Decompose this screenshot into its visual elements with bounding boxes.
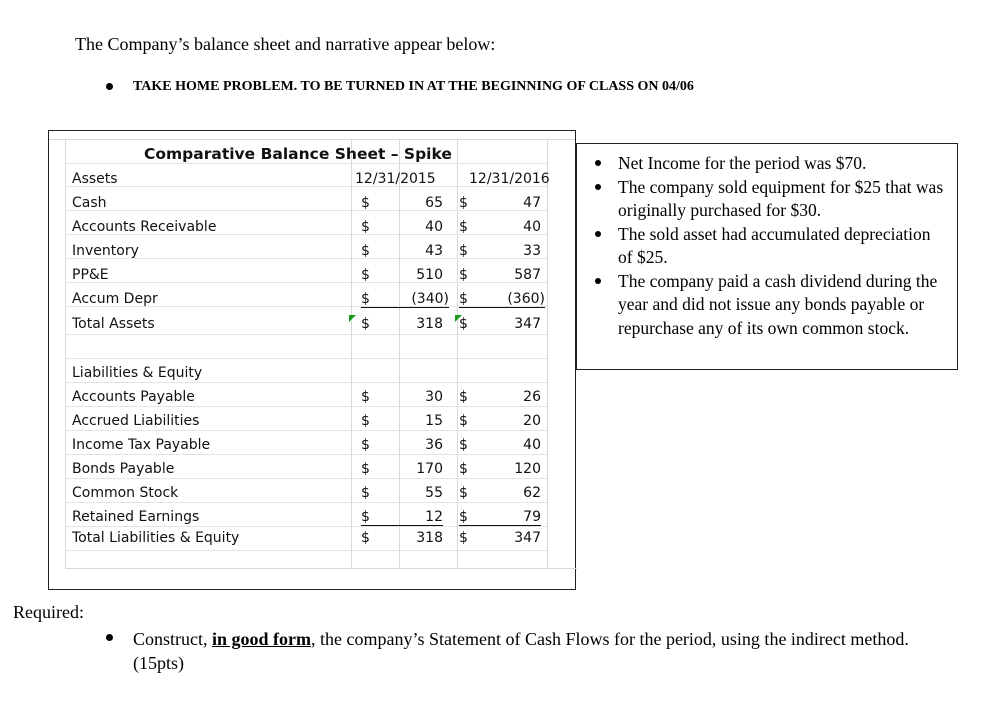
value-2016: 62 [523,485,541,501]
currency-symbol: $ [459,509,489,526]
narrative-item: The sold asset had accumulated depreciation of $25. [577,223,949,270]
value-2016: 26 [523,389,541,405]
currency-symbol: $ [361,267,370,283]
date-2015: 12/31/2015 [355,171,436,187]
bullet-icon [595,160,601,166]
assets-header: Assets [72,171,118,187]
value-2015: 40 [425,219,443,235]
narrative-item: The company sold equipment for $25 that was originally purchased for $30. [577,176,949,223]
value-2016: (360) [489,291,545,308]
bullet-icon [595,184,601,190]
currency-symbol: $ [459,461,468,477]
balance-sheet-panel [48,130,576,590]
value-2016: 33 [523,243,541,259]
currency-symbol: $ [459,530,468,546]
value-2015: 12 [399,509,443,526]
row-label: Common Stock [72,485,179,501]
currency-symbol: $ [361,485,370,501]
value-2016: 347 [514,530,541,546]
currency-symbol: $ [361,243,370,259]
currency-symbol: $ [361,291,399,308]
value-2015: (340) [399,291,449,308]
value-2015: 15 [425,413,443,429]
row-label: Total Liabilities & Equity [72,530,240,546]
currency-symbol: $ [459,485,468,501]
intro-text: The Company’s balance sheet and narrative appear below: [75,34,496,54]
value-2015: 510 [416,267,443,283]
currency-symbol: $ [361,195,370,211]
value-2016: 20 [523,413,541,429]
currency-symbol: $ [459,316,468,332]
value-2015: 318 [416,316,443,332]
currency-symbol: $ [361,413,370,429]
currency-symbol: $ [361,530,370,546]
currency-symbol: $ [361,389,370,405]
value-2015: 43 [425,243,443,259]
row-label: Total Assets [72,316,155,332]
row-label: Accounts Receivable [72,219,217,235]
row-label: Cash [72,195,107,211]
currency-symbol: $ [361,437,370,453]
value-2016: 587 [514,267,541,283]
value-2015: 65 [425,195,443,211]
bullet-icon [106,634,113,641]
value-2016: 347 [514,316,541,332]
value-2016: 40 [523,219,541,235]
currency-symbol: $ [459,291,489,308]
value-2016: 79 [489,509,541,526]
value-2015: 318 [416,530,443,546]
bullet-icon [106,83,113,90]
currency-symbol: $ [459,195,468,211]
liabilities-header: Liabilities & Equity [72,365,203,381]
row-label: Accounts Payable [72,389,195,405]
row-label: Bonds Payable [72,461,175,477]
take-home-notice: TAKE HOME PROBLEM. TO BE TURNED IN AT THE BEGINNING OF CLASS ON 04/06 [133,79,694,94]
narrative-box [576,143,958,370]
value-2015: 36 [425,437,443,453]
row-label: Income Tax Payable [72,437,211,453]
value-2015: 55 [425,485,443,501]
row-label: Accrued Liabilities [72,413,200,429]
currency-symbol: $ [361,316,370,332]
sheet-title: Comparative Balance Sheet – Spike [144,145,452,163]
row-label: PP&E [72,267,109,283]
currency-symbol: $ [361,461,370,477]
row-label: Inventory [72,243,139,259]
value-2015: 30 [425,389,443,405]
currency-symbol: $ [459,243,468,259]
value-2016: 120 [514,461,541,477]
currency-symbol: $ [459,219,468,235]
currency-symbol: $ [361,219,370,235]
value-2016: 40 [523,437,541,453]
narrative-item: Net Income for the period was $70. [577,152,949,176]
row-label: Accum Depr [72,291,158,307]
currency-symbol: $ [459,267,468,283]
currency-symbol: $ [459,389,468,405]
value-2015: 170 [416,461,443,477]
required-label: Required: [13,602,84,622]
narrative-item: The company paid a cash dividend during the year and did not issue any bonds payable or repurchase any of its own common stock. [577,270,949,341]
date-2016: 12/31/2016 [469,171,550,187]
row-label: Retained Earnings [72,509,200,525]
value-2016: 47 [523,195,541,211]
currency-symbol: $ [459,437,468,453]
currency-symbol: $ [361,509,399,526]
currency-symbol: $ [459,413,468,429]
required-instruction: Construct, in good form, the company’s Statement of Cash Flows for the period, using the indirect method. (15pts) [133,629,909,673]
bullet-icon [595,231,601,237]
bullet-icon [595,278,601,284]
